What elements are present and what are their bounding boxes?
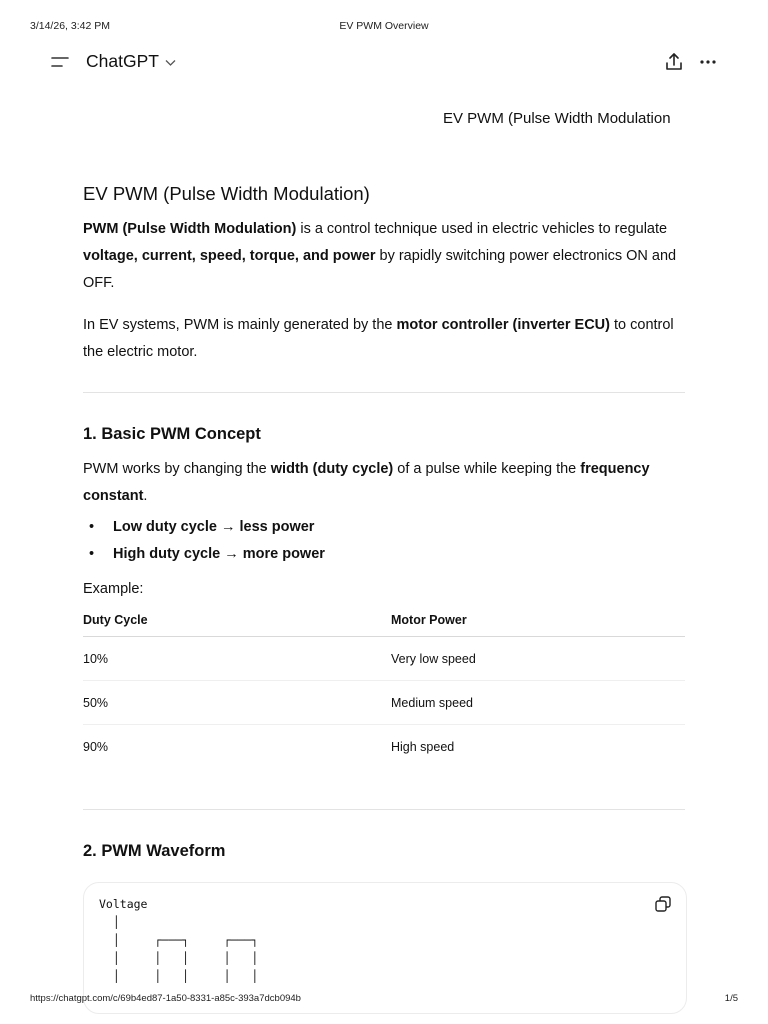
- example-label: Example:: [83, 581, 144, 597]
- assistant-response: [83, 180, 685, 864]
- table-row: [83, 681, 685, 725]
- table-row: [83, 725, 685, 769]
- intro-paragraph: PWM (Pulse Width Modulation) is a control technique used in electric vehicles to regulate voltage, current, speed, torque, and power by rapidly switching power electronics ON and OFF.: [83, 221, 677, 291]
- table-cell: High speed: [391, 739, 455, 754]
- copy-icon[interactable]: [654, 895, 672, 913]
- table-cell: Very low speed: [391, 637, 685, 681]
- user-message: EV PWM (Pulse Width Modulation: [443, 110, 671, 127]
- print-header: [30, 16, 738, 36]
- concept-paragraph: PWM works by changing the width (duty cycle) of a pulse while keeping the frequency constant.: [83, 461, 650, 504]
- divider: [83, 809, 685, 810]
- code-content: Voltage │ │ ┌───┐ ┌───┐ │ │ │ │ │ │ │ │ │ │: [99, 897, 259, 983]
- section-heading-pwm-waveform: 2. PWM Waveform: [83, 842, 226, 860]
- brand-label: ChatGPT: [86, 51, 159, 71]
- print-title: EV PWM Overview: [339, 20, 429, 32]
- print-datetime: 3/14/26, 3:42 PM: [30, 20, 110, 32]
- table-header-row: [83, 603, 685, 637]
- print-page-number: 1/5: [724, 993, 738, 1004]
- top-bar: [0, 48, 768, 78]
- bullet-list: [83, 514, 685, 568]
- table-cell: 50%: [83, 681, 391, 725]
- model-selector[interactable]: [86, 51, 176, 72]
- menu-icon[interactable]: [48, 54, 72, 72]
- table-cell: 10%: [83, 637, 391, 681]
- share-icon[interactable]: [663, 51, 685, 73]
- table-cell: Medium speed: [391, 681, 685, 725]
- intro-paragraph-2: In EV systems, PWM is mainly generated by the motor controller (inverter ECU) to control the electric motor.: [83, 317, 674, 360]
- article-title: EV PWM (Pulse Width Modulation): [83, 183, 370, 204]
- print-url: https://chatgpt.com/c/69b4ed87-1a50-8331-a85c-393a7dcb094b: [30, 993, 301, 1004]
- divider: [83, 392, 685, 393]
- column-header-duty-cycle: Duty Cycle: [83, 603, 391, 637]
- section-heading-basic-concept: 1. Basic PWM Concept: [83, 425, 261, 443]
- table-row: [83, 637, 685, 681]
- table-cell: 90%: [83, 739, 109, 754]
- more-icon[interactable]: [697, 51, 719, 73]
- duty-cycle-table: [83, 603, 685, 768]
- list-item: • Low duty cycle → less power: [83, 514, 685, 541]
- column-header-motor-power: Motor Power: [391, 603, 685, 637]
- chevron-down-icon: [165, 51, 176, 72]
- list-item: • High duty cycle → more power: [83, 541, 685, 568]
